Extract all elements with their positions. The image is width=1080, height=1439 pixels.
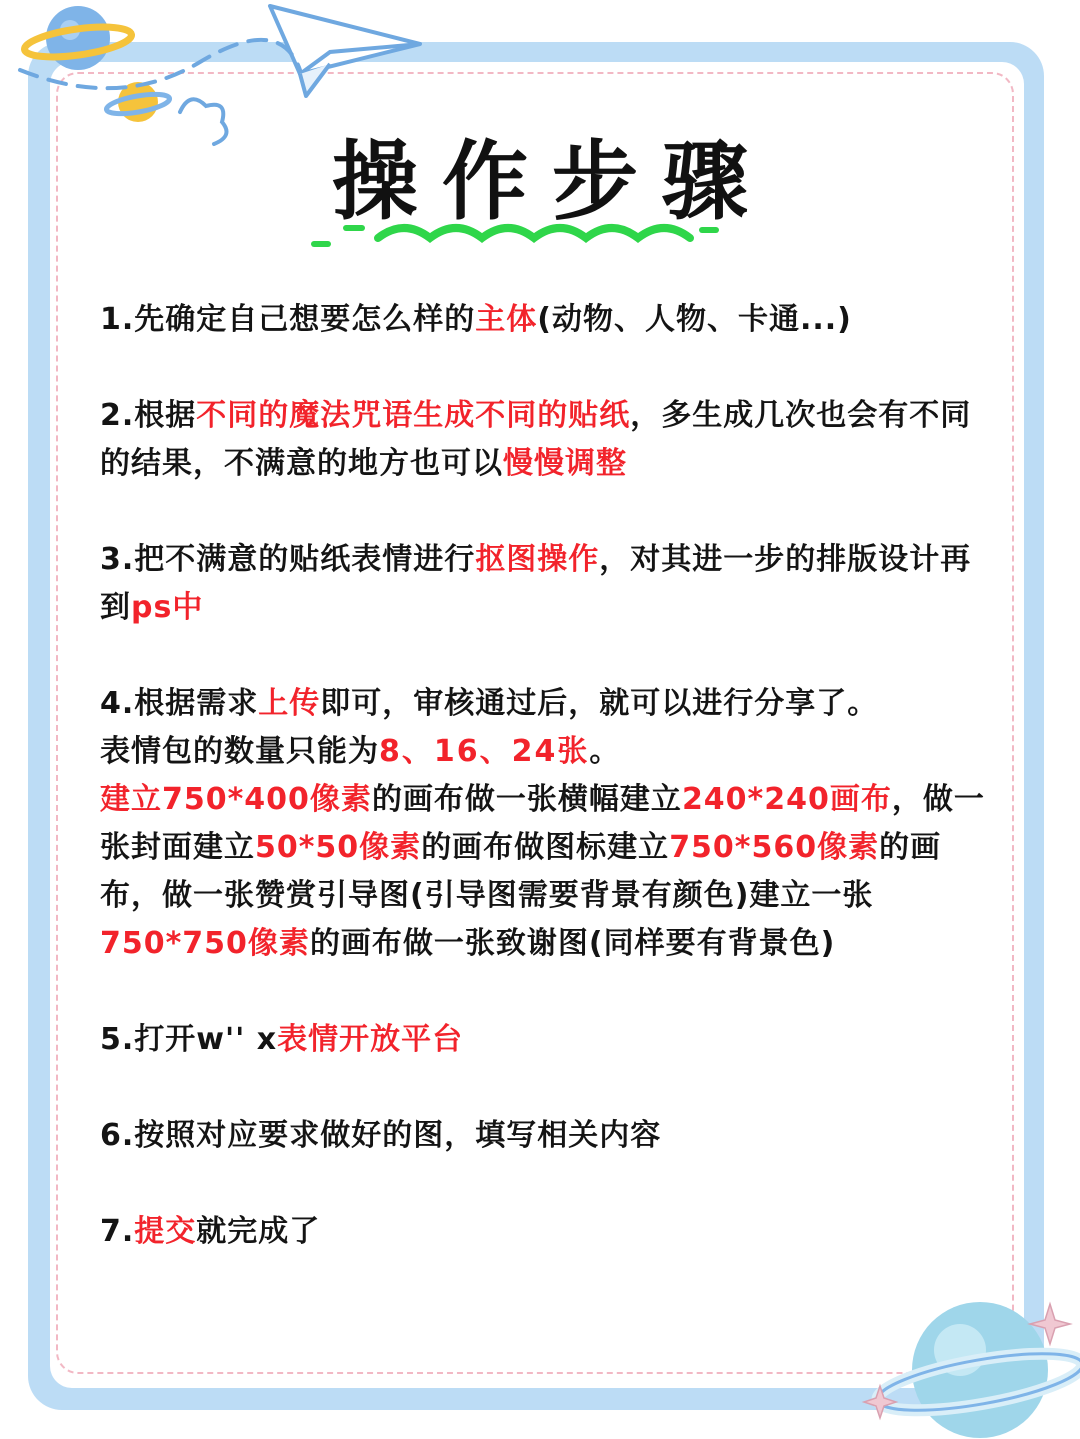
step-7 bbox=[100, 1208, 1000, 1256]
step-6 bbox=[100, 1112, 1000, 1160]
text-segment: 就完成了 bbox=[196, 1214, 321, 1249]
step-5 bbox=[100, 1016, 1000, 1064]
highlight-segment: ps中 bbox=[131, 590, 204, 625]
text-segment: 4.根据需求 bbox=[100, 686, 259, 721]
text-segment: ，对其进一步的排版设计再到 bbox=[100, 542, 972, 625]
highlight-segment: 慢慢调整 bbox=[503, 446, 627, 481]
title-squiggle bbox=[300, 214, 730, 254]
step-2 bbox=[100, 392, 1000, 488]
page-title: 操作步骤 bbox=[332, 132, 772, 232]
highlight-segment: 750*750像素 bbox=[100, 926, 310, 961]
text-segment: 5.打开w'' x bbox=[100, 1022, 278, 1057]
text-segment: 7. bbox=[100, 1214, 135, 1249]
text-segment: ，多生成几次也会有不同的结果，不满意的地方也可以 bbox=[100, 398, 972, 481]
text-segment: 3.把不满意的贴纸表情进行 bbox=[100, 542, 476, 577]
text-segment: ，做一张封面建立 bbox=[100, 782, 985, 865]
text-segment: 的画布做图标建立 bbox=[421, 830, 670, 865]
text-segment: 。 bbox=[589, 734, 621, 769]
bottom-right-decoration bbox=[860, 1290, 1080, 1439]
steps-list bbox=[100, 296, 1000, 1304]
highlight-segment: 8、16、24张 bbox=[379, 734, 590, 769]
highlight-segment: 抠图操作 bbox=[475, 542, 600, 577]
text-segment: 的画布，做一张赞赏引导图(引导图需要背景有颜色)建立一张 bbox=[100, 830, 942, 913]
text-segment: 2.根据 bbox=[100, 398, 197, 433]
step-4 bbox=[100, 680, 1000, 968]
highlight-segment: 建立750*400像素 bbox=[100, 782, 372, 817]
paper-plane-icon bbox=[270, 6, 420, 96]
step-1 bbox=[100, 296, 1000, 344]
highlight-segment: 提交 bbox=[134, 1214, 197, 1249]
text-segment: 的画布做一张致谢图(同样要有背景色) bbox=[309, 926, 836, 961]
highlight-segment: 750*560像素 bbox=[669, 830, 880, 865]
highlight-segment: 不同的魔法咒语生成不同的贴纸 bbox=[196, 398, 631, 433]
text-segment: (动物、人物、卡通...) bbox=[537, 302, 852, 337]
text-segment: 表情包的数量只能为 bbox=[100, 734, 379, 769]
planet-icon bbox=[23, 6, 134, 70]
highlight-segment: 主体 bbox=[475, 302, 538, 337]
text-segment: 6.按照对应要求做好的图，填写相关内容 bbox=[100, 1118, 662, 1153]
highlight-segment: 上传 bbox=[258, 686, 321, 721]
highlight-segment: 240*240画布 bbox=[681, 782, 892, 817]
step-3 bbox=[100, 536, 1000, 632]
text-segment: 即可，审核通过后，就可以进行分享了。 bbox=[320, 686, 879, 721]
highlight-segment: 50*50像素 bbox=[255, 830, 422, 865]
text-segment: 1.先确定自己想要怎么样的 bbox=[100, 302, 476, 337]
highlight-segment: 表情开放平台 bbox=[277, 1022, 464, 1057]
text-segment: 的画布做一张横幅建立 bbox=[371, 782, 682, 817]
